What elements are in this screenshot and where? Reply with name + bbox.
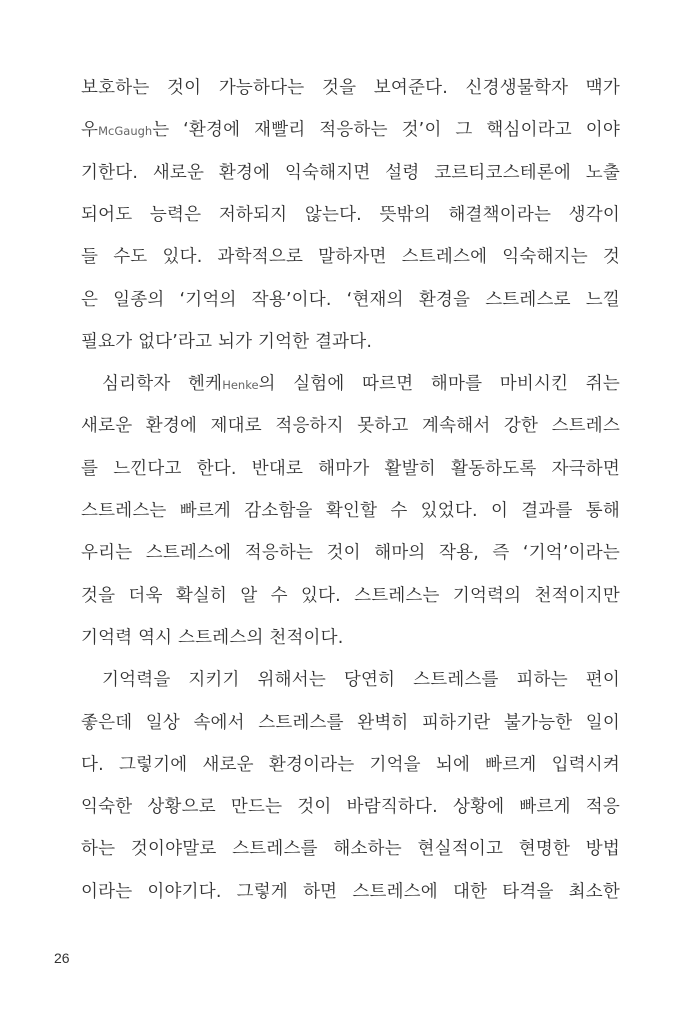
text-segment: 기억력을 지키기 위해서는 당연히 스트레스를 피하는 편이 <box>102 670 620 691</box>
text-segment: 스트레스는 빠르게 감소함을 확인할 수 있었다. 이 결과를 통해 <box>81 501 620 521</box>
text-segment: 것을 더욱 확실히 알 수 있다. 스트레스는 기억력의 천적이지만 <box>81 585 620 606</box>
text-line <box>81 750 620 780</box>
text-line <box>81 200 620 230</box>
text-line <box>81 708 620 738</box>
text-segment: 익숙한 상황으로 만드는 것이 바람직하다. 상황에 빠르게 적응 <box>81 797 620 818</box>
text-line <box>81 581 620 611</box>
text-line <box>81 369 620 399</box>
text-line <box>81 496 620 526</box>
text-segment: 좋은데 일상 속에서 스트레스를 완벽히 피하기란 불가능한 일이 <box>81 712 620 733</box>
text-segment: 하는 것이야말로 스트레스를 해소하는 현실적이고 현명한 방법 <box>81 839 620 860</box>
page-number: 26 <box>54 950 70 966</box>
text-segment: 기한다. 새로운 환경에 익숙해지면 설령 코르티코스테론에 노출 <box>81 162 620 183</box>
latin-name-annotation: McGaugh <box>98 124 153 139</box>
text-segment: 들 수도 있다. 과학적으로 말하자면 스트레스에 익숙해지는 것 <box>81 247 620 268</box>
text-line <box>81 411 620 441</box>
text-line <box>81 115 620 145</box>
text-segment: 기억력 역시 스트레스의 천적이다. <box>81 627 344 648</box>
text-segment: 심리학자 헨케 <box>102 374 223 395</box>
text-line <box>81 327 620 357</box>
text-segment: 되어도 능력은 저하되지 않는다. 뜻밖의 해결책이라는 생각이 <box>81 204 620 225</box>
text-segment: 를 느낀다고 한다. 반대로 해마가 활발히 활동하도록 자극하면 <box>81 458 620 479</box>
latin-name-annotation: Henke <box>222 378 259 393</box>
text-line <box>81 158 620 188</box>
text-segment: 는 ‘환경에 재빨리 적응하는 것’이 그 핵심이라고 이야 <box>152 120 620 141</box>
text-line <box>81 623 620 653</box>
text-line <box>81 877 620 907</box>
text-segment: 의 실험에 따르면 해마를 마비시킨 쥐는 <box>258 374 620 395</box>
text-line <box>81 792 620 822</box>
text-segment: 다. 그렇기에 새로운 환경이라는 기억을 뇌에 빠르게 입력시켜 <box>81 754 620 775</box>
text-segment: 은 일종의 ‘기억의 작용’이다. ‘현재의 환경을 스트레스로 느낄 <box>81 289 620 310</box>
text-line <box>81 665 620 695</box>
text-segment: 새로운 환경에 제대로 적응하지 못하고 계속해서 강한 스트레스 <box>81 416 620 437</box>
text-segment: 이라는 이야기다. 그렇게 하면 스트레스에 대한 타격을 최소한 <box>81 881 620 902</box>
text-segment: 보호하는 것이 가능하다는 것을 보여준다. 신경생물학자 맥가 <box>81 78 620 98</box>
text-line <box>81 285 620 315</box>
text-segment: 필요가 없다’라고 뇌가 기억한 결과다. <box>81 331 373 352</box>
text-segment: 우리는 스트레스에 적응하는 것이 해마의 작용, 즉 ‘기억’이라는 <box>81 543 620 564</box>
text-line <box>81 538 620 568</box>
text-line <box>81 834 620 864</box>
text-line <box>81 454 620 484</box>
text-segment: 우 <box>81 120 99 141</box>
text-line <box>81 73 620 103</box>
text-line <box>81 242 620 272</box>
